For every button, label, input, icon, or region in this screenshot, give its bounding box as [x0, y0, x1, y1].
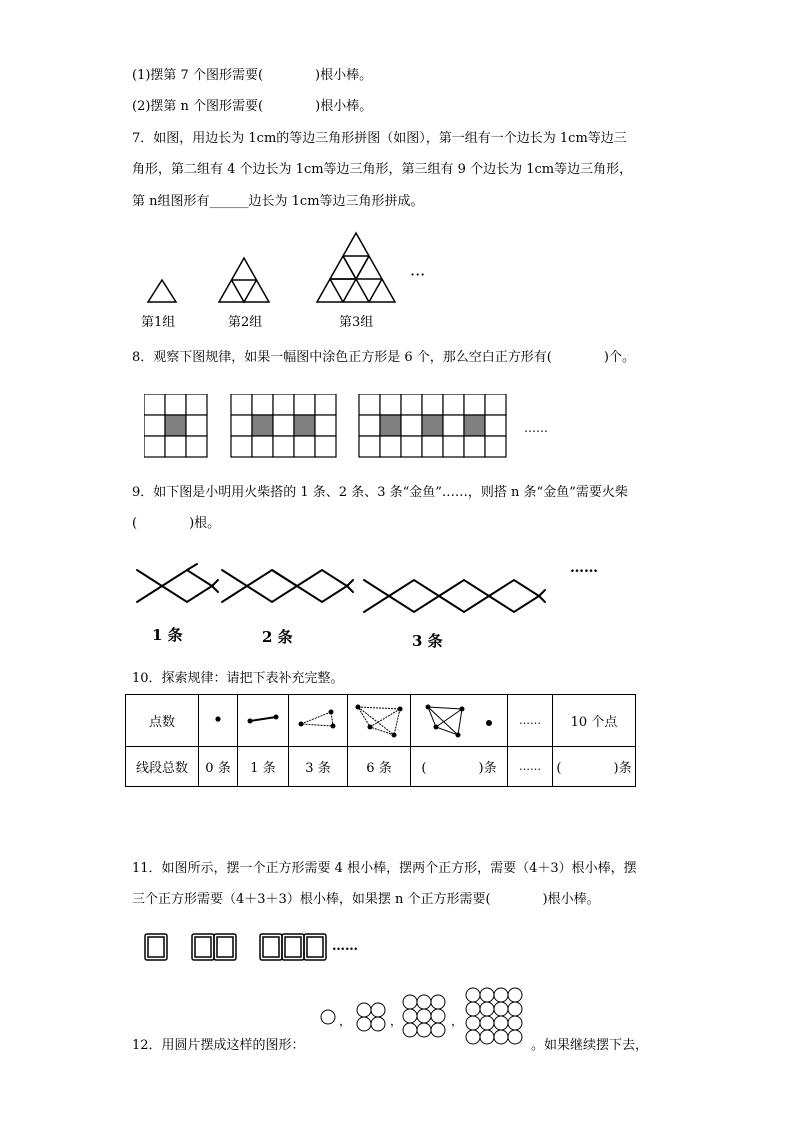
q7-line3: 第 n组图形有______边长为 1cm等边三角形拼成。: [132, 194, 424, 209]
triangle-group-1: [148, 280, 176, 302]
triangle-groups-figure: [140, 230, 440, 310]
q9-line1: 9．如下图是小明用火柴搭的 1 条、2 条、3 条“金鱼”……，则搭 n 条“金鱼”需要火柴: [132, 485, 628, 500]
circles-1: [321, 1010, 335, 1024]
q9-caption-1: 1 条: [152, 626, 183, 644]
sep-3: ，: [451, 1014, 464, 1028]
q12-lead: 12．用圆片摆成这样的图形：: [132, 1038, 305, 1053]
stick-squares-figure: [142, 930, 372, 966]
squares-1: [145, 934, 167, 960]
four-dots-icon: [350, 697, 408, 741]
dots-1-cell: [199, 695, 238, 747]
q9-line2: ( )根。: [132, 516, 221, 531]
q9-ellipsis: ……: [570, 560, 598, 576]
matchstick-fish-figure: [132, 550, 622, 655]
value-cell: ( )条: [411, 747, 508, 787]
q11-ellipsis: ……: [332, 939, 358, 954]
triangle-group-2: [219, 258, 269, 302]
q10-title: 10．探索规律：请把下表补充完整。: [132, 671, 344, 686]
q8-ellipsis: ……: [524, 421, 548, 435]
value-cell: 1 条: [238, 747, 289, 787]
sep-1: ，: [339, 1014, 352, 1028]
five-dots-icon: [414, 697, 504, 741]
shaded-square-grids-figure: [144, 394, 554, 458]
one-dot-icon: [203, 709, 233, 729]
row1-head: 点数: [126, 695, 199, 747]
three-dots-icon: [291, 704, 345, 734]
grid-3: [359, 394, 506, 457]
circles-2: [357, 1003, 385, 1031]
fish-3: [364, 580, 545, 612]
dots-5-cell: [411, 695, 508, 747]
q7-caption-1: 第1组: [141, 315, 176, 330]
value-cell: 0 条: [199, 747, 238, 787]
dots-2-cell: [238, 695, 289, 747]
value-cell: 6 条: [348, 747, 411, 787]
table-row: [126, 695, 636, 747]
q6-line1: (1)摆第 7 个图形需要( )根小棒。: [132, 68, 373, 83]
q7-caption-2: 第2组: [228, 315, 263, 330]
circles-4: [466, 988, 522, 1044]
circles-3: [403, 995, 445, 1037]
q7-caption-3: 第3组: [339, 315, 374, 330]
table-row: [126, 747, 636, 787]
dots-3-cell: [289, 695, 348, 747]
grid-1: [144, 394, 207, 457]
q7-ellipsis: ···: [410, 265, 426, 284]
row2-head: 线段总数: [126, 747, 199, 787]
fish-2: [222, 570, 353, 602]
q9-caption-3: 3 条: [412, 632, 443, 650]
q7-line2: 角形，第二组有 4 个边长为 1cm等边三角形，第三组有 9 个边长为 1cm等边三角形，: [132, 162, 633, 177]
row1-last: 10 个点: [553, 695, 636, 747]
q11-line2: 三个正方形需要（4＋3＋3）根小棒，如果摆 n 个正方形需要( )根小棒。: [132, 892, 600, 907]
q6-line2: (2)摆第 n 个图形需要( )根小棒。: [132, 99, 373, 114]
dots-4-cell: [348, 695, 411, 747]
dots-ellipsis: ……: [508, 695, 553, 747]
q8-line1: 8．观察下图规律，如果一幅图中涂色正方形是 6 个，那么空白正方形有( )个。: [132, 350, 635, 365]
q9-caption-2: 2 条: [262, 628, 293, 646]
q11-line1: 11．如图所示，摆一个正方形需要 4 根小棒，摆两个正方形，需要（4＋3）根小棒，摆: [132, 861, 637, 876]
value-cell: ( )条: [553, 747, 636, 787]
two-dots-icon: [241, 709, 285, 729]
circle-pieces-figure: [318, 985, 528, 1047]
sep-2: ，: [390, 1014, 403, 1028]
fish-1: [137, 564, 218, 602]
triangle-group-3: [317, 233, 395, 302]
squares-2: [192, 934, 236, 960]
value-cell: 3 条: [289, 747, 348, 787]
q12-tail: 。如果继续摆下去，: [531, 1038, 649, 1053]
q7-line1: 7．如图，用边长为 1cm的等边三角形拼图（如图），第一组有一个边长为 1cm等边三: [132, 131, 627, 146]
value-cell: ……: [508, 747, 553, 787]
grid-2: [231, 394, 336, 457]
squares-3: [260, 934, 326, 960]
q10-table: [125, 694, 636, 787]
